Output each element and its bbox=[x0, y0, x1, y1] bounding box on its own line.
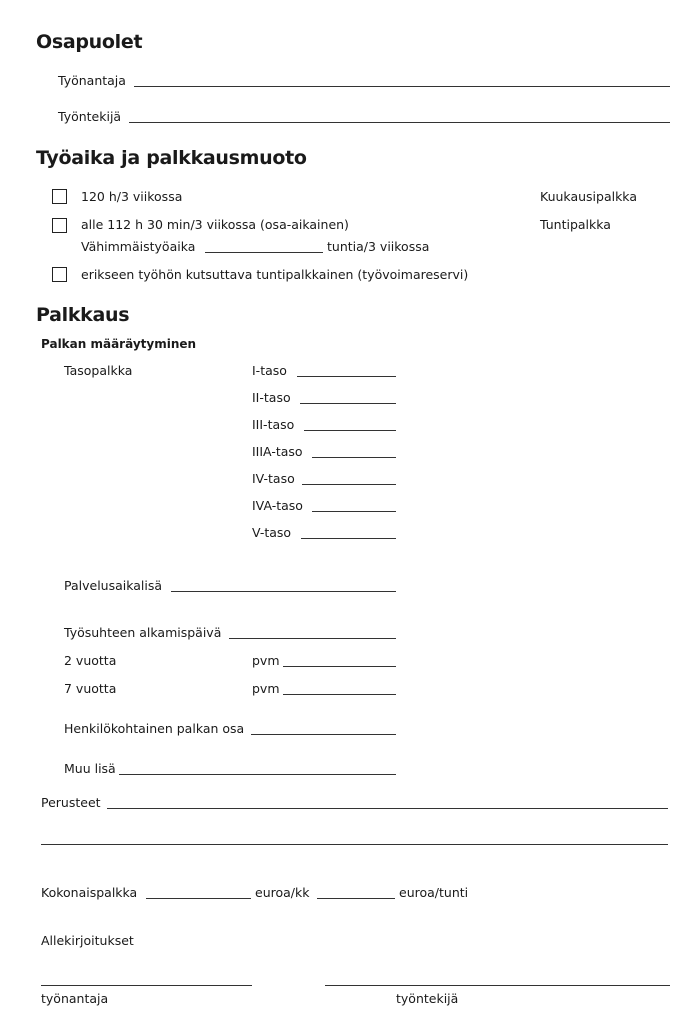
allekirjoitukset-heading: Allekirjoitukset bbox=[41, 933, 134, 948]
tyonantaja-field[interactable] bbox=[134, 86, 670, 87]
taso-label: IV-taso bbox=[252, 471, 295, 486]
taso-label: IVA-taso bbox=[252, 498, 303, 513]
option-tyovoimareservi-label: erikseen työhön kutsuttava tuntipalkkainen (työvoimareservi) bbox=[81, 267, 469, 282]
option-osa-aikainen-label: alle 112 h 30 min/3 viikossa (osa-aikainen) bbox=[81, 217, 349, 232]
pvm-label: pvm bbox=[252, 653, 280, 668]
tyonantaja-signature-field[interactable] bbox=[41, 985, 252, 986]
taso-field[interactable] bbox=[301, 538, 396, 539]
checkbox-osa-aikainen[interactable] bbox=[52, 218, 67, 233]
perusteet-field[interactable] bbox=[107, 808, 668, 809]
vuotta-7-label: 7 vuotta bbox=[64, 681, 117, 696]
palkan-maaraytyminen-heading: Palkan määräytyminen bbox=[41, 337, 197, 351]
taso-field[interactable] bbox=[312, 511, 396, 512]
taso-label: I-taso bbox=[252, 363, 287, 378]
henkilokohtainen-label: Henkilökohtainen palkan osa bbox=[64, 721, 245, 736]
checkbox-120h[interactable] bbox=[52, 189, 67, 204]
tyontekija-field[interactable] bbox=[129, 122, 670, 123]
checkbox-tyovoimareservi[interactable] bbox=[52, 267, 67, 282]
tyontekija-signature-label: työntekijä bbox=[396, 991, 459, 1006]
pvm-label: pvm bbox=[252, 681, 280, 696]
vahimmaistyoaika-field[interactable] bbox=[205, 252, 323, 253]
pvm-7-field[interactable] bbox=[283, 694, 396, 695]
muu-lisa-field[interactable] bbox=[119, 774, 396, 775]
euroa-tunti-label: euroa/tunti bbox=[399, 885, 469, 900]
section-title-palkkaus: Palkkaus bbox=[36, 304, 130, 326]
vuotta-2-label: 2 vuotta bbox=[64, 653, 117, 668]
taso-label: V-taso bbox=[252, 525, 292, 540]
taso-label: III-taso bbox=[252, 417, 295, 432]
tyontekija-label: Työntekijä bbox=[58, 109, 122, 124]
taso-field[interactable] bbox=[297, 376, 396, 377]
option-120h-label: 120 h/3 viikossa bbox=[81, 189, 183, 204]
tyonantaja-signature-label: työnantaja bbox=[41, 991, 109, 1006]
taso-field[interactable] bbox=[312, 457, 396, 458]
kokonaispalkka-kk-field[interactable] bbox=[146, 898, 251, 899]
vahimmaistyoaika-label: Vähimmäistyöaika bbox=[81, 239, 196, 254]
muu-lisa-label: Muu lisä bbox=[64, 761, 116, 776]
taso-label: II-taso bbox=[252, 390, 291, 405]
perusteet-label: Perusteet bbox=[41, 795, 101, 810]
alkamispaiva-field[interactable] bbox=[229, 638, 396, 639]
taso-field[interactable] bbox=[302, 484, 396, 485]
henkilokohtainen-field[interactable] bbox=[251, 734, 396, 735]
taso-label: IIIA-taso bbox=[252, 444, 303, 459]
kuukausipalkka-label: Kuukausipalkka bbox=[540, 189, 637, 204]
kokonaispalkka-label: Kokonaispalkka bbox=[41, 885, 138, 900]
taso-field[interactable] bbox=[304, 430, 396, 431]
kokonaispalkka-tunti-field[interactable] bbox=[317, 898, 395, 899]
taso-field[interactable] bbox=[300, 403, 396, 404]
tyonantaja-label: Työnantaja bbox=[58, 73, 126, 88]
tasopalkka-label: Tasopalkka bbox=[64, 363, 133, 378]
section-title-tyoaika: Työaika ja palkkausmuoto bbox=[36, 147, 307, 169]
palvelusaikalisa-label: Palvelusaikalisä bbox=[64, 578, 163, 593]
pvm-2-field[interactable] bbox=[283, 666, 396, 667]
euroa-kk-label: euroa/kk bbox=[255, 885, 310, 900]
alkamispaiva-label: Työsuhteen alkamispäivä bbox=[64, 625, 222, 640]
palvelusaikalisa-field[interactable] bbox=[171, 591, 396, 592]
tuntipalkka-label: Tuntipalkka bbox=[540, 217, 611, 232]
tyontekija-signature-field[interactable] bbox=[325, 985, 670, 986]
vahimmaistyoaika-unit: tuntia/3 viikossa bbox=[327, 239, 430, 254]
section-title-osapuolet: Osapuolet bbox=[36, 31, 143, 53]
perusteet-field-line2[interactable] bbox=[41, 844, 668, 845]
